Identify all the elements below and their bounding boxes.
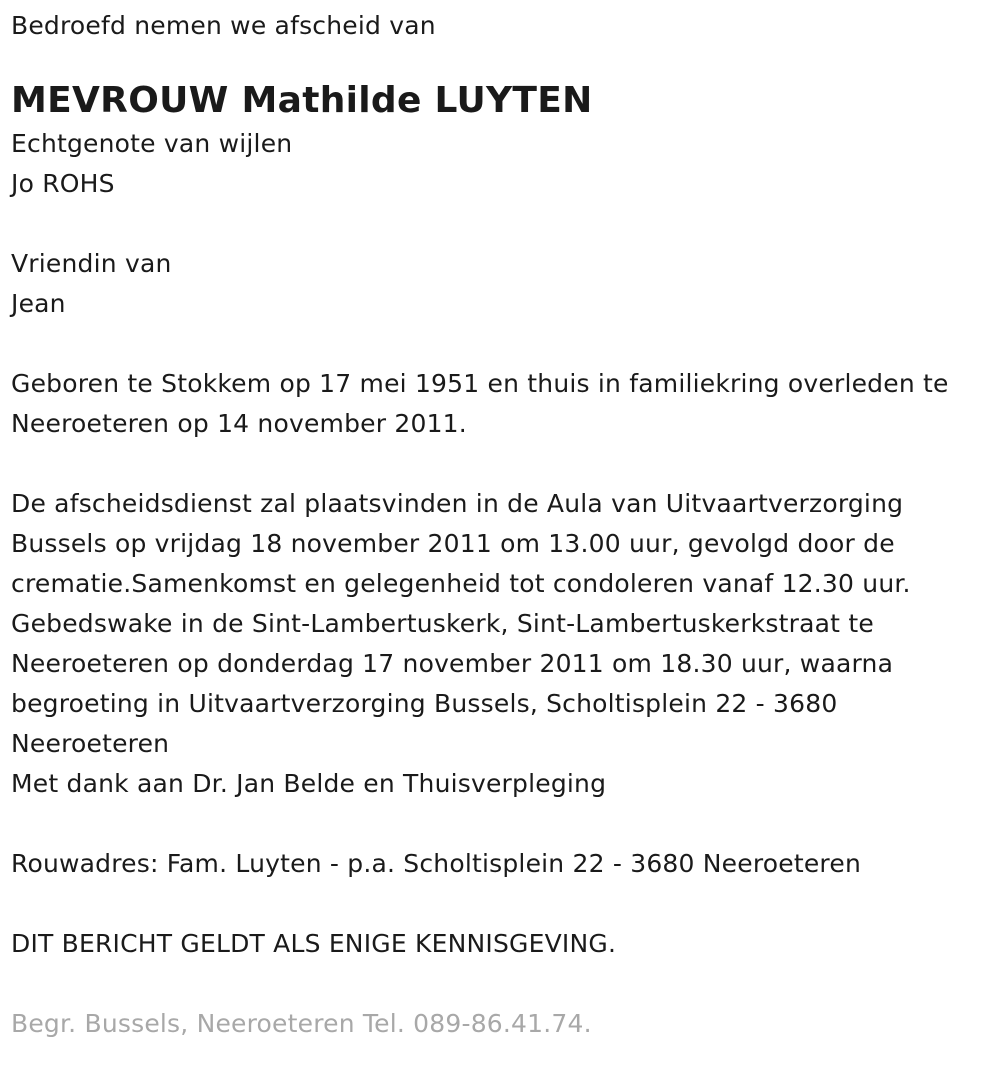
service-line: Neeroeteren	[11, 729, 170, 758]
intro-text: Bedroefd nemen we afscheid van	[11, 11, 436, 40]
spacer	[11, 444, 991, 484]
official-notice: DIT BERICHT GELDT ALS ENIGE KENNISGEVING.	[11, 929, 617, 958]
spacer	[11, 964, 991, 1004]
birth-death-line: Neeroeteren op 14 november 2011.	[11, 409, 467, 438]
service-line: begroeting in Uitvaartverzorging Bussels, Scholtisplein 22 - 3680	[11, 689, 838, 718]
service-line: Bussels op vrijdag 18 november 2011 om 13.00 uur, gevolgd door de	[11, 529, 895, 558]
friend-line: Vriendin van	[11, 249, 172, 278]
spacer	[11, 884, 991, 924]
service-line: De afscheidsdienst zal plaatsvinden in de Aula van Uitvaartverzorging	[11, 489, 904, 518]
mourning-address: Rouwadres: Fam. Luyten - p.a. Scholtisplein 22 - 3680 Neeroeteren	[11, 849, 861, 878]
death-notice	[11, 0, 991, 1044]
friend-name: Jean	[11, 289, 66, 318]
service-line: crematie.Samenkomst en gelegenheid tot condoleren vanaf 12.30 uur.	[11, 569, 911, 598]
thanks-line: Met dank aan Dr. Jan Belde en Thuisverpleging	[11, 769, 607, 798]
spouse-name: Jo ROHS	[11, 169, 115, 198]
service-line: Gebedswake in de Sint-Lambertuskerk, Sint-Lambertuskerkstraat te	[11, 609, 874, 638]
funeral-home-footer: Begr. Bussels, Neeroeteren Tel. 089-86.41.74.	[11, 1009, 592, 1038]
spacer	[11, 324, 991, 364]
relation-line: Echtgenote van wijlen	[11, 129, 293, 158]
deceased-name: MEVROUW Mathilde LUYTEN	[11, 80, 593, 121]
spacer	[11, 804, 991, 844]
birth-death-line: Geboren te Stokkem op 17 mei 1951 en thuis in familiekring overleden te	[11, 369, 949, 398]
service-line: Neeroeteren op donderdag 17 november 2011 om 18.30 uur, waarna	[11, 649, 894, 678]
spacer	[11, 204, 991, 244]
